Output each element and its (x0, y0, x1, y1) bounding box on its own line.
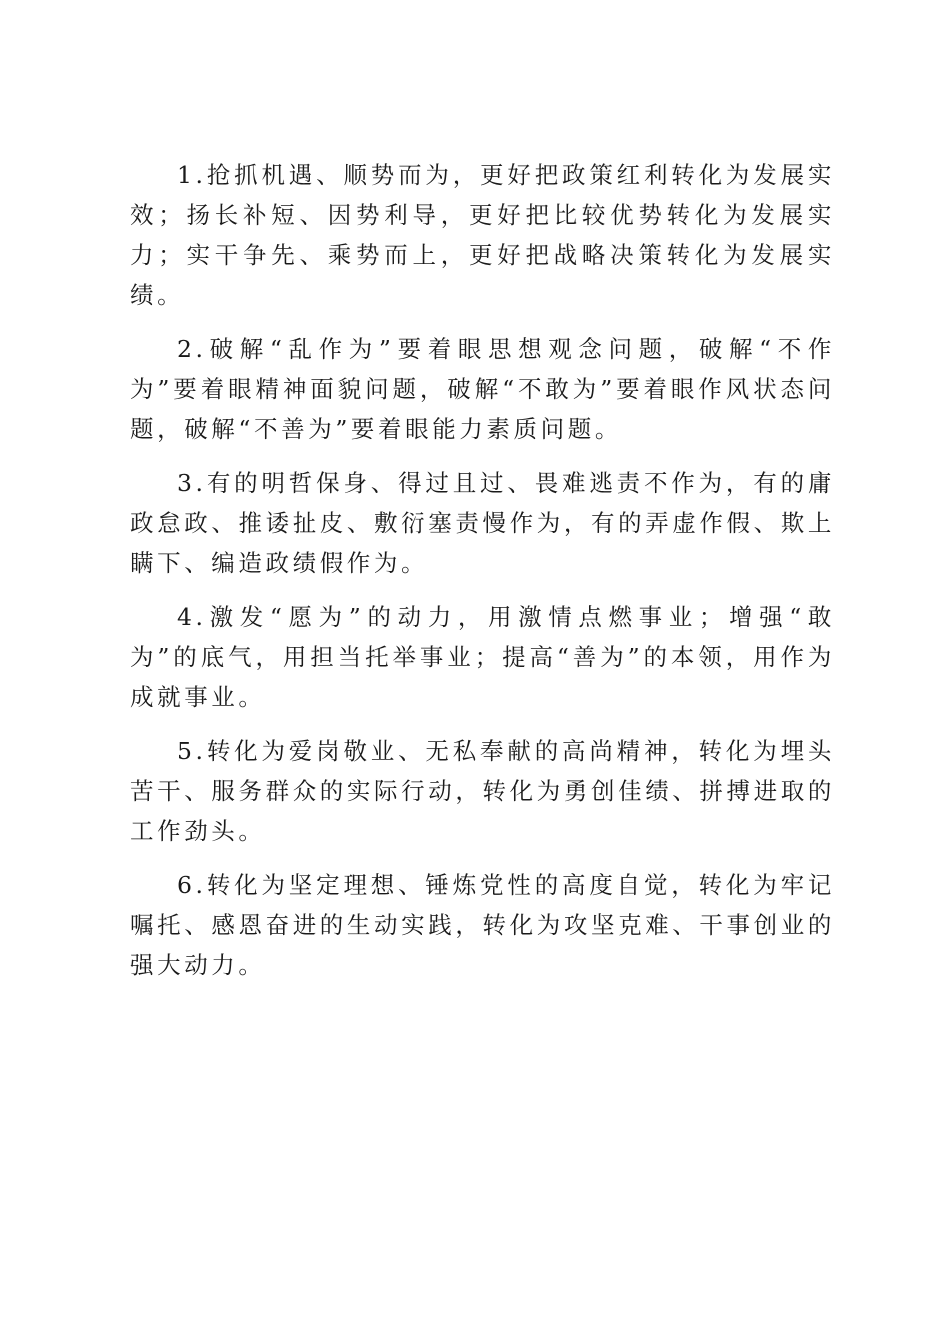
paragraph-4: 4.激发“愿为”的动力，用激情点燃事业；增强“敢为”的底气，用担当托举事业；提高“善为”的本领，用作为成就事业。 (130, 603, 835, 711)
paragraph-1: 1.抢抓机遇、顺势而为，更好把政策红利转化为发展实效；扬长补短、因势利导，更好把比较优势转化为发展实力；实干争先、乘势而上，更好把战略决策转化为发展实绩。 (130, 161, 835, 309)
paragraph-5: 5.转化为爱岗敬业、无私奉献的高尚精神，转化为埋头苦干、服务群众的实际行动，转化为勇创佳绩、拼搏进取的工作劲头。 (130, 737, 835, 845)
paragraph-3: 3.有的明哲保身、得过且过、畏难逃责不作为，有的庸政怠政、推诿扯皮、敷衍塞责慢作为，有的弄虚作假、欺上瞒下、编造政绩假作为。 (130, 469, 835, 577)
paragraph-2: 2.破解“乱作为”要着眼思想观念问题，破解“不作为”要着眼精神面貌问题，破解“不敢为”要着眼作风状态问题，破解“不善为”要着眼能力素质问题。 (130, 335, 835, 443)
paragraph-6: 6.转化为坚定理想、锤炼党性的高度自觉，转化为牢记嘱托、感恩奋进的生动实践，转化为攻坚克难、干事创业的强大动力。 (130, 871, 835, 979)
document-body (130, 155, 835, 999)
